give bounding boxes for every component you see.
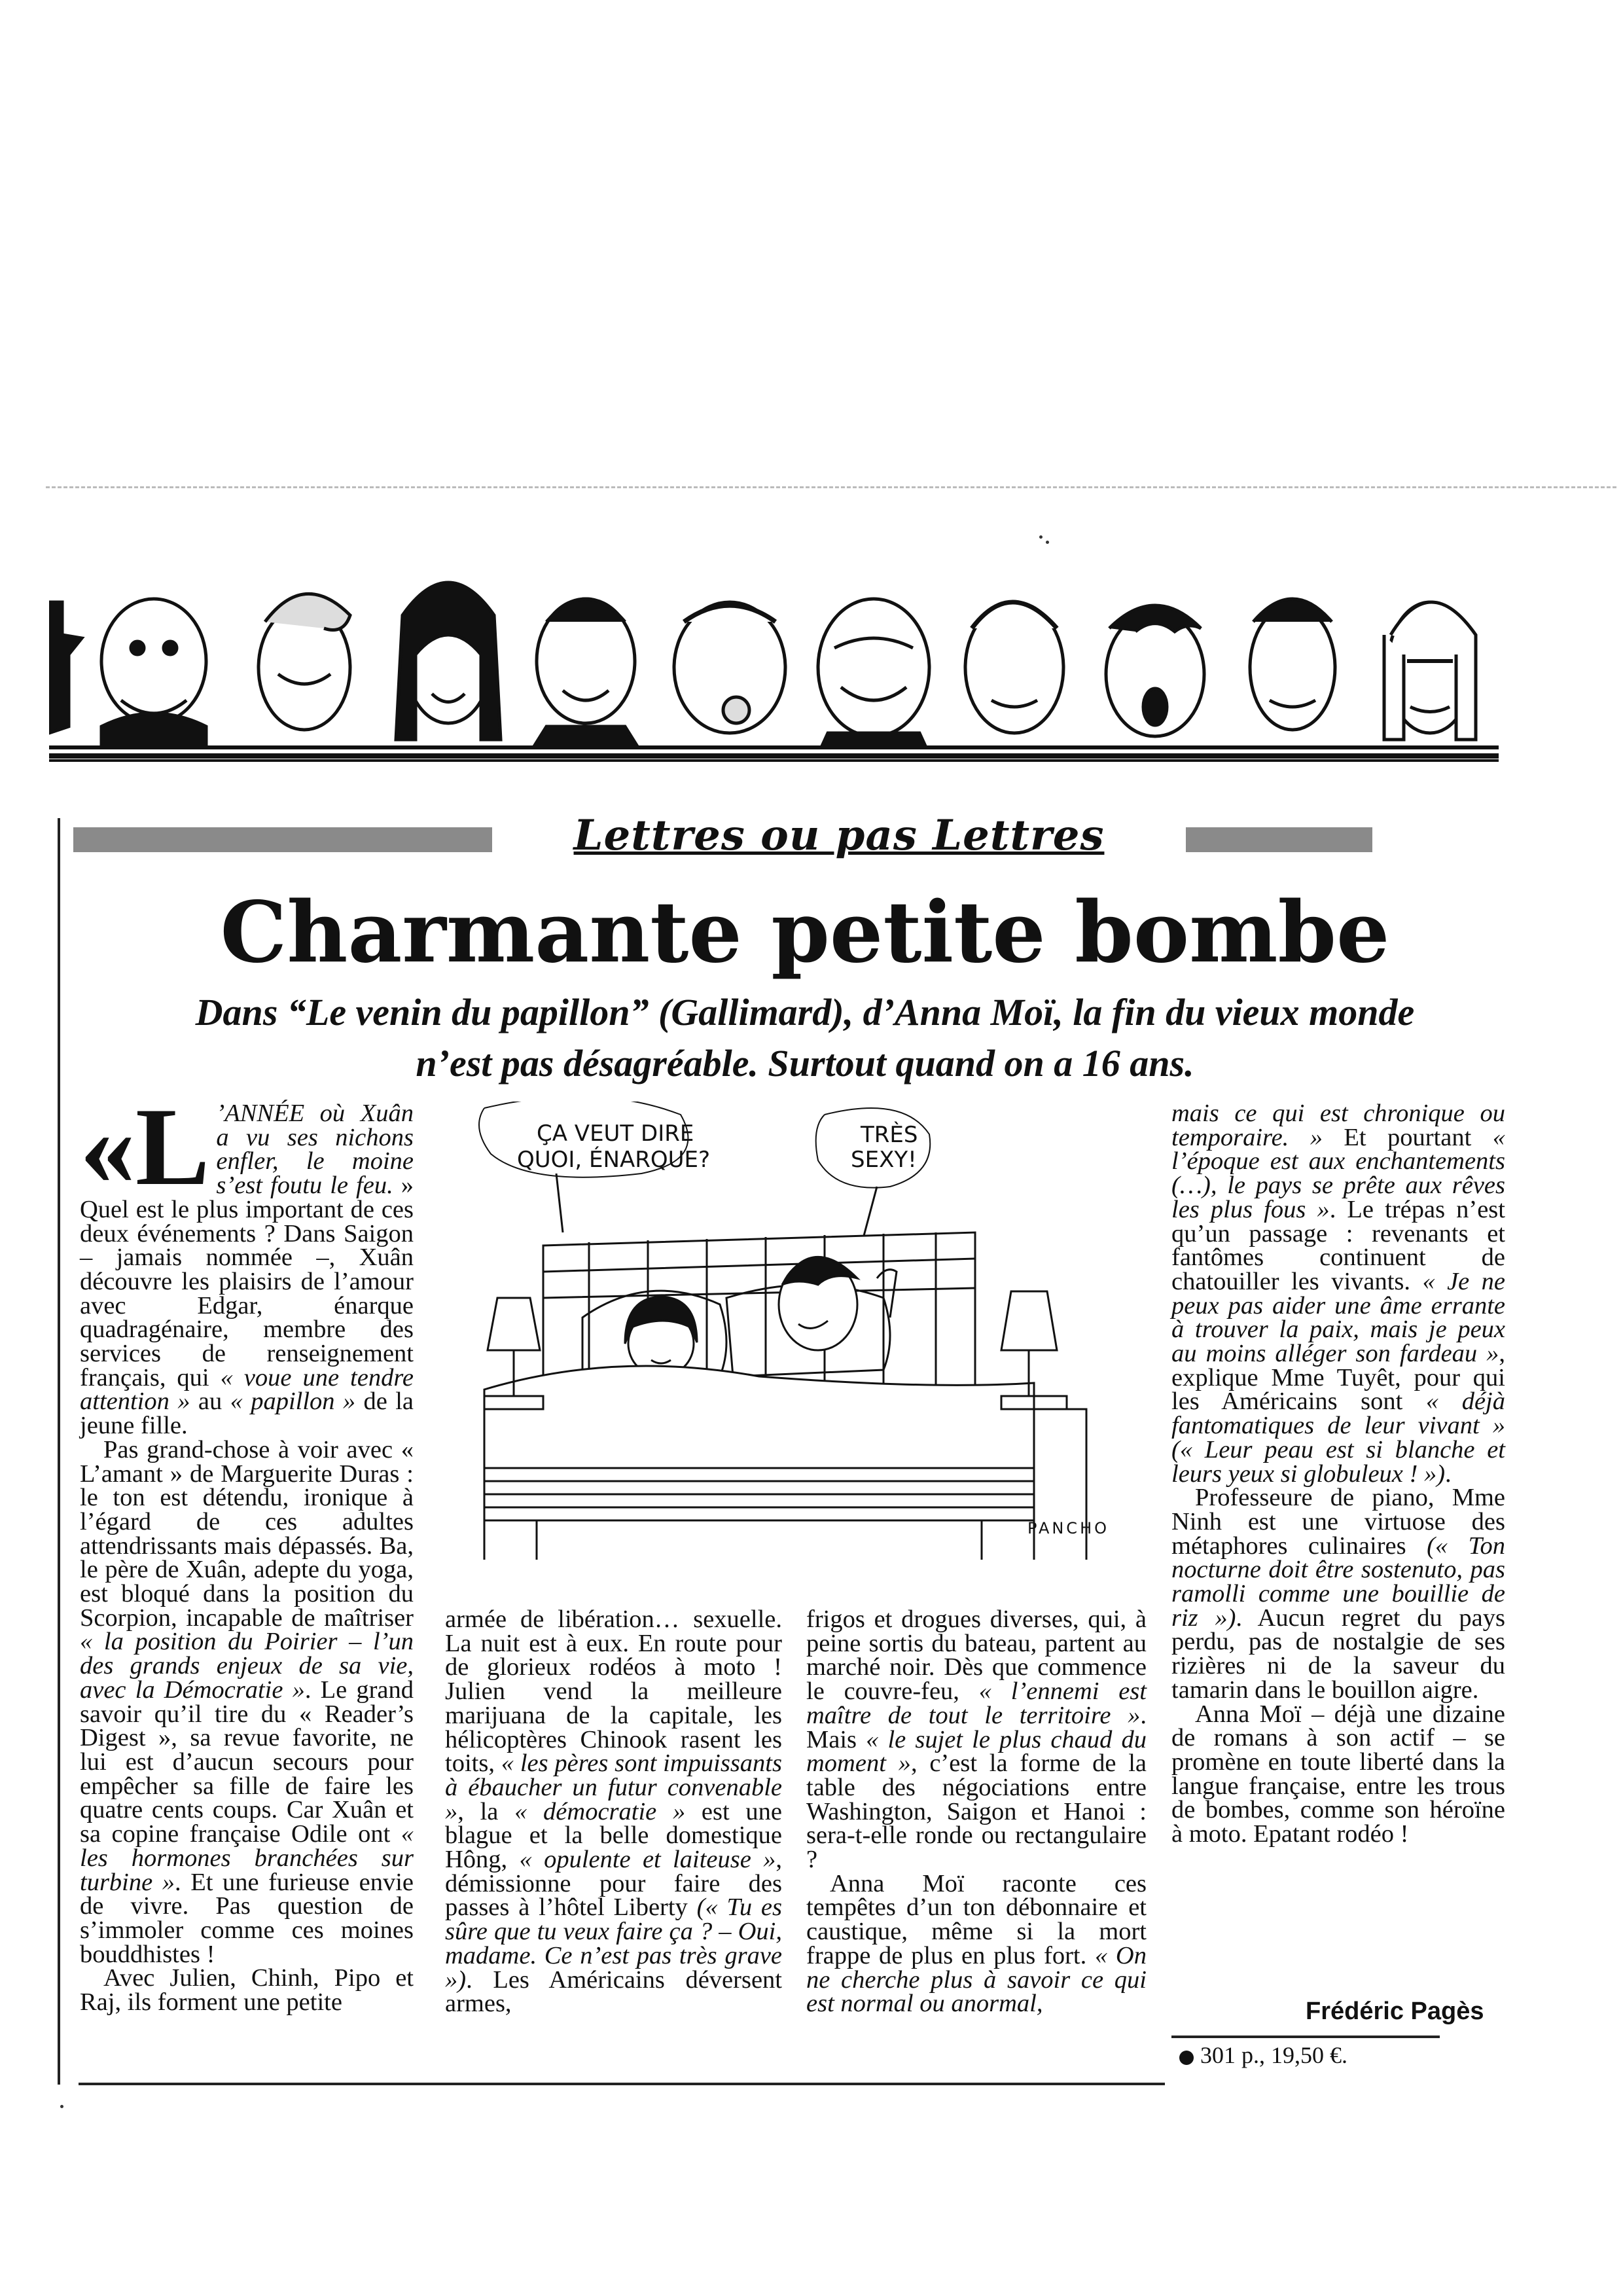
rubric-title: Lettres ou pas Lettres: [492, 813, 1186, 859]
article-author: Frédéric Pagès: [1306, 1998, 1484, 2025]
paragraph: frigos et drogues diverses, qui, à peine sortis du bateau, partent au marché noir. Dès que commence le couvre-feu, « l’ennemi est maître de tout le territoire ». Mais « le sujet le plus chaud du moment », c’est la forme de la table des négociations entre Washington, Saigon et Hanoi : sera-t-elle ronde ou rectangulaire ?: [806, 1605, 1147, 1874]
dek-line-2: n’est pas désagréable. Surtout quand on a 16 ans.: [416, 1042, 1194, 1085]
cartoon-bubble-right-line1: TRÈS: [861, 1122, 918, 1148]
cartoon-signature: PANCHO: [1027, 1519, 1110, 1537]
drop-cap: «L: [80, 1085, 210, 1208]
paragraph: «L ’ANNÉE où Xuân a vu ses nichons enfler, le moine s’est foutu le feu. » Quel est le plus important de ces deux événements ? Dans Saigon – jamais nommée –, Xuân découvre les plaisirs de l’amour avec Edgar, énarque quadragénaire, membre des services de renseignement français, qui « voue une tendre attention » au « papillon » de la jeune fille.: [80, 1085, 414, 1440]
book-details: [1171, 2036, 1440, 2072]
paragraph: Anna Moï raconte ces tempêtes d’un ton débonnaire et caustique, même si la mort frappe de plus en plus fort. « On ne cherche plus à savoir ce qui est normal ou anormal,: [806, 1869, 1147, 2018]
article-dek: [52, 987, 1558, 1089]
bullet-icon: [1179, 2051, 1194, 2065]
caricature-faces: [49, 583, 1476, 747]
paragraph: armée de libération… sexuelle. La nuit est à eux. En route pour de glorieux rodéos à moto ! Julien vend la meilleure marijuana de la capitale, les hélicoptères Chinook rasent les toits, « les pères sont impuissants à ébaucher un futur convenable », la « démocratie » est une blague et la belle domestique Hông, « opulente et laiteuse », démissionne pour faire des passes à l’hôtel Liberty (« Tu es sûre que tu veux faire ça ? – Oui, madame. Ce n’est pas très grave »). Les Américains déversent armes,: [445, 1605, 782, 2018]
article-bottom-rule: [79, 2083, 1165, 2085]
article-headline: Charmante petite bombe: [220, 884, 1390, 982]
paragraph: Anna Moï – déjà une dizaine de romans à son actif – se promène en toute liberté dans la langue française, entre les trous de bombes, comme son héroïne à moto. Epatant rodéo !: [1171, 1700, 1505, 1848]
cartoon-illustration: [458, 1102, 1149, 1599]
dek-line-1: Dans “Le venin du papillon” (Gallimard), d’Anna Moï, la fin du vieux monde: [195, 991, 1415, 1033]
article-column-4: [1171, 1102, 1505, 1846]
scan-speck: [1039, 535, 1043, 539]
page-top-rule: [46, 486, 1616, 488]
paragraph: mais ce qui est chronique ou temporaire. » Et pourtant « l’époque est aux enchantements (…), le pays se prête aux rêves les plus fous ». Le trépas n’est qu’un passage : revenants et fantômes continuent de chatouiller les vivants. « Je ne peux pas aider une âme errante à trouver la paix, mais je peux au moins alléger son fardeau », explique Mme Tuyêt, pour qui les Américains sont « déjà fantomatiques de leur vivant » (« Leur peau est si blanche et leurs yeux si globuleux ! »).: [1171, 1100, 1506, 1488]
article-column-2: [445, 1607, 782, 2016]
book-details-text: 301 p., 19,50 €.: [1200, 2042, 1347, 2068]
article-column-3: [806, 1607, 1147, 2016]
section-rubric: [73, 811, 1372, 860]
scan-speck: [60, 2105, 63, 2108]
cartoon-bubble-left-line2: QUOI, ÉNARQUE?: [517, 1147, 711, 1173]
article-column-1: [80, 1085, 414, 2017]
caricature-header-band: [49, 576, 1499, 766]
cartoon-bubble-left-line1: ÇA VEUT DIRE: [537, 1121, 694, 1147]
paragraph: Professeure de piano, Mme Ninh est une virtuose des métaphores culinaires (« Ton nocturne doit être sostenuto, pas ramolli comme une bouillie de riz »). Aucun regret du pays perdu, pas de nostalgie de ses rizières ni de la saveur du tamarin dans le bouillon aigre.: [1171, 1484, 1506, 1704]
paragraph: Pas grand-chose à voir avec « L’amant » de Marguerite Duras : le ton est détendu, ironique à l’égard de ces adultes attendrissants mais dépassés. Ba, le père de Xuân, adepte du yoga, est bloqué dans la position du Scorpion, incapable de maîtriser « la position du Poirier – l’un des grands enjeux de sa vie, avec la Démocratie ». Le grand savoir qu’il tire du « Reader’s Digest », sa revue favorite, ne lui est d’aucun secours pour empêcher sa fille de faire les quatre cents coups. Car Xuân et sa copine française Odile ont « les hormones branchées sur turbine ». Et une furieuse envie de vivre. Pas question de s’immoler comme ces moines bouddhistes !: [80, 1435, 414, 1968]
scan-speck: [1046, 541, 1049, 544]
paragraph: Avec Julien, Chinh, Pipo et Raj, ils forment une petite: [80, 1964, 414, 2017]
cartoon-bubble-right-line2: SEXY!: [851, 1147, 917, 1173]
